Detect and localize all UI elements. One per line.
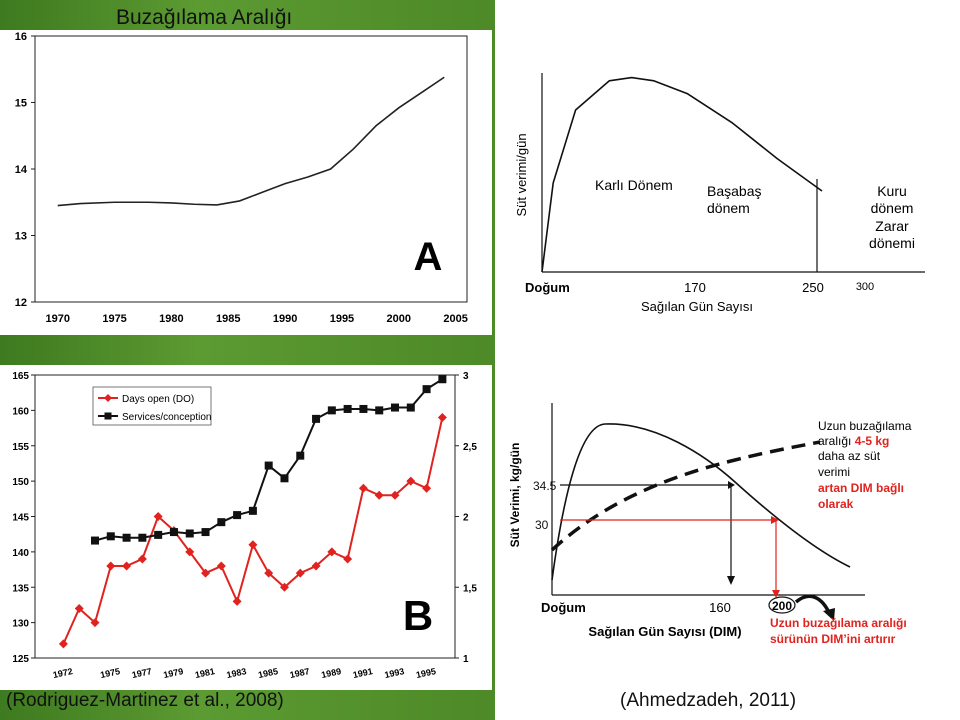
services-marker	[328, 406, 336, 414]
y-right-tick-label: 1,5	[463, 583, 477, 595]
x-tick-label: 1977	[130, 666, 153, 681]
x-tick-label: 1972	[51, 666, 74, 681]
x-tick-label: 1985	[216, 313, 241, 325]
legend-label-days-open: Days open (DO)	[122, 394, 195, 405]
lactation-curve	[552, 424, 850, 580]
x-tick-label: 1980	[159, 313, 184, 325]
services-marker	[186, 529, 194, 537]
x-tick-label: 300	[855, 281, 875, 293]
chart-d	[505, 390, 960, 690]
services-marker	[249, 507, 257, 515]
services-marker	[265, 462, 273, 470]
services-marker	[359, 405, 367, 413]
services-marker	[233, 511, 241, 519]
x-tick-label: 1991	[351, 666, 374, 681]
x-tick-label: 1990	[272, 313, 298, 325]
label-dry-1: Kuru	[877, 183, 907, 199]
x-tick-label: 2005	[443, 313, 468, 325]
x-tick-label: 1985	[257, 666, 279, 681]
y-right-tick-label: 3	[463, 371, 469, 382]
note-line: olarak	[818, 497, 854, 511]
y-right-tick-label: 2,5	[463, 441, 477, 453]
panel-letter: B	[402, 592, 434, 639]
x-tick-label: 1979	[162, 666, 185, 681]
x-tick-label: Doğum	[525, 280, 570, 295]
services-marker	[344, 405, 352, 413]
y-tick-label: 14	[14, 164, 27, 176]
y-left-tick-label: 125	[12, 654, 29, 665]
label-breakeven-2: dönem	[707, 200, 750, 216]
x-tick-label: 1993	[383, 666, 406, 681]
page-title: Buzağılama Aralığı	[116, 6, 293, 29]
note-line: artan DIM bağlı	[818, 481, 905, 495]
x-tick-label: 1975	[102, 313, 127, 325]
y-left-tick-label: 150	[12, 477, 29, 489]
extended-lactation-curve	[552, 442, 820, 550]
services-marker	[312, 415, 320, 423]
ref-arrow-v-160	[727, 576, 735, 585]
note-bottom: Uzun buzağılama aralığı	[770, 616, 907, 630]
plot-area	[35, 36, 467, 302]
x-tick-label: 1995	[329, 313, 355, 325]
x-tick-label: 1987	[288, 666, 311, 681]
chart-c	[505, 10, 960, 340]
lactation-curve	[542, 78, 822, 272]
x-axis-label: Sağılan Gün Sayısı (DIM)	[588, 624, 742, 639]
chart-a	[0, 30, 492, 335]
note-line: verimi	[818, 465, 850, 479]
citation-right: (Ahmedzadeh, 2011)	[620, 690, 797, 711]
y-tick-label: 34.5	[533, 479, 557, 493]
services-marker	[138, 534, 146, 542]
citation-left: (Rodriguez-Martinez et al., 2008)	[6, 690, 284, 711]
y-right-tick-label: 1	[463, 654, 469, 665]
services-marker	[217, 518, 225, 526]
services-marker	[391, 404, 399, 412]
x-tick-label: 1981	[194, 666, 216, 681]
services-marker	[202, 528, 210, 536]
y-tick-label: 30	[535, 518, 549, 532]
note-highlight: 4-5 kg	[854, 434, 890, 448]
label-loss-1: Zarar	[875, 218, 909, 234]
legend-marker-services	[105, 413, 112, 420]
chart-b-panel	[0, 365, 492, 690]
chart-b	[0, 365, 492, 690]
y-left-tick-label: 155	[12, 441, 29, 453]
x-tick-label: 1970	[45, 313, 70, 325]
y-tick-label: 15	[14, 97, 27, 110]
services-marker	[280, 474, 288, 482]
x-tick-label: Doğum	[541, 600, 586, 615]
services-marker	[123, 534, 131, 542]
services-marker	[154, 531, 162, 539]
x-tick-label: 2000	[386, 313, 412, 325]
y-tick-label: 13	[14, 230, 27, 243]
y-axis-label: Süt verimi/gün	[514, 133, 529, 217]
note-line: Uzun buzağılama	[818, 419, 912, 433]
x-tick-label: 1989	[320, 666, 343, 681]
services-marker	[107, 532, 115, 540]
y-left-tick-label: 145	[12, 512, 29, 524]
services-marker	[91, 537, 99, 545]
services-marker	[407, 404, 415, 412]
x-tick-label: 250	[802, 280, 824, 295]
note-line: aralığı 4-5 kg	[818, 434, 890, 448]
label-dry-2: dönem	[870, 200, 914, 216]
chart-a-panel	[0, 30, 492, 335]
label-profit: Karlı Dönem	[595, 177, 673, 193]
y-left-tick-label: 165	[12, 371, 29, 382]
y-left-tick-label: 135	[12, 583, 29, 595]
note-bottom: sürünün DIM’ini artırır	[770, 632, 896, 646]
y-axis-label: Süt Verimi, kg/gün	[508, 442, 522, 548]
legend-label-services: Services/conception	[122, 412, 212, 423]
x-tick-label: 1995	[415, 666, 437, 681]
services-marker	[423, 385, 431, 393]
services-marker	[170, 528, 178, 536]
y-right-tick-label: 2	[463, 512, 469, 524]
note-line: daha az süt	[818, 449, 881, 463]
panel-letter: A	[413, 235, 443, 279]
x-tick-label: 1983	[225, 666, 248, 681]
x-tick-label: 200	[771, 599, 793, 613]
services-marker	[375, 406, 383, 414]
label-loss-2: dönemi	[869, 235, 915, 251]
x-tick-label: 160	[709, 600, 731, 615]
y-left-tick-label: 160	[12, 406, 29, 418]
x-axis-label: Sağılan Gün Sayısı	[640, 299, 754, 314]
y-left-tick-label: 140	[12, 547, 29, 559]
y-tick-label: 12	[14, 297, 27, 309]
services-marker	[296, 452, 304, 460]
x-tick-label: 1975	[99, 666, 122, 681]
services-marker	[438, 375, 446, 383]
y-left-tick-label: 130	[12, 618, 29, 630]
y-tick-label: 16	[14, 31, 27, 43]
label-breakeven-1: Başabaş	[707, 183, 762, 199]
x-tick-label: 170	[684, 280, 706, 295]
